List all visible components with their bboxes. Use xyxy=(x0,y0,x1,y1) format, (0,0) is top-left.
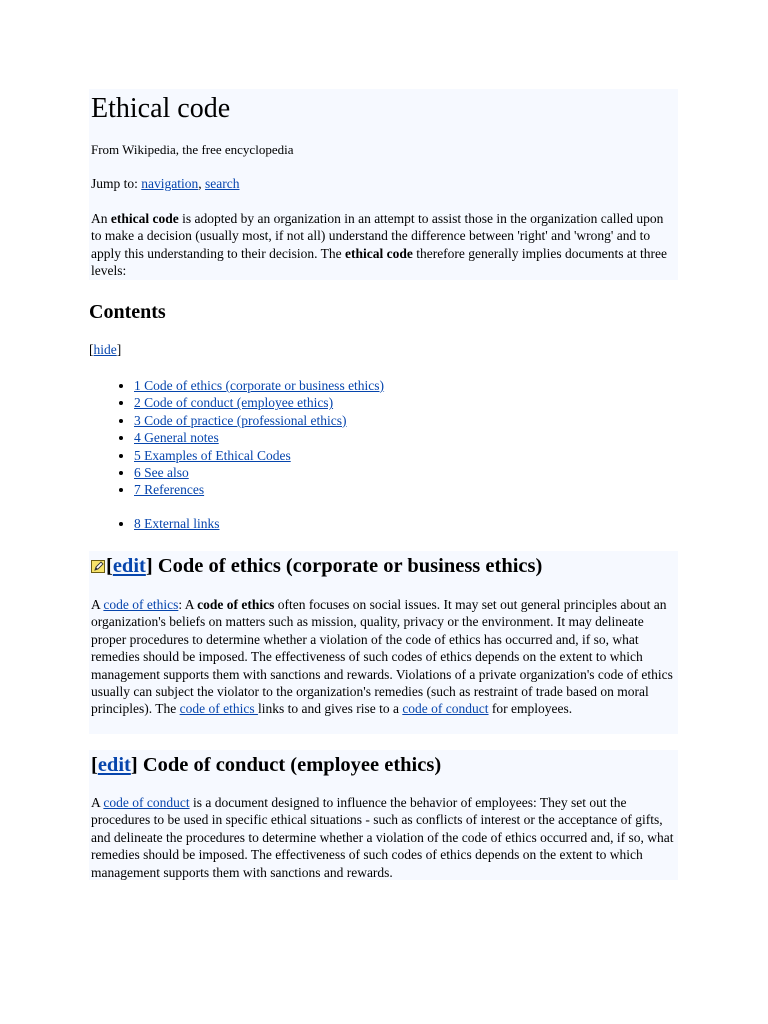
section-title: Code of ethics (corporate or business ethics) xyxy=(152,555,543,577)
code-of-ethics-link[interactable]: code of ethics xyxy=(179,701,258,717)
bracket: ] xyxy=(130,754,138,776)
paragraph-text: links to and gives rise to a xyxy=(257,701,403,717)
toc-link-external-links[interactable]: 8 External links xyxy=(134,515,220,531)
edit-section-link[interactable]: edit xyxy=(97,754,131,776)
hide-toc-link[interactable]: hide xyxy=(93,342,117,357)
toc-link-see-also[interactable]: 6 See also xyxy=(134,464,189,480)
section-paragraph xyxy=(91,596,677,718)
jump-to-line xyxy=(91,175,240,192)
paragraph-text: for employees. xyxy=(488,701,573,717)
paragraph-text: often focuses on social issues. It may set out general principles about an organization's beliefs on matters such as mission, quality, privacy or the environment. It may delineate proper procedures to determine whether a violation of the code of ethics has occurred and, if so, what remedies should be imposed. The effectiveness of such codes of ethics depends on the extent to which management supports them with sanctions and rewards. Violations of a private organization's code of ethics usually can subject the violator to the organization's remedies (such as restraint of trade based on moral principles). The xyxy=(91,597,673,717)
bracket: ] xyxy=(116,342,122,357)
intro-text: therefore generally implies documents at three levels: xyxy=(91,245,667,279)
bracket: ] xyxy=(145,555,153,577)
search-link[interactable]: search xyxy=(205,176,240,191)
section-paragraph xyxy=(91,794,677,881)
article-header xyxy=(89,89,678,280)
intro-text: An xyxy=(91,211,111,226)
toc-item xyxy=(97,394,384,411)
code-of-conduct-link[interactable]: code of conduct xyxy=(103,795,190,810)
toc-link-code-of-conduct[interactable]: 2 Code of conduct (employee ethics) xyxy=(134,395,334,411)
toc-link-references[interactable]: 7 References xyxy=(134,482,205,498)
bracket: [ xyxy=(106,555,113,577)
contents-heading: Contents xyxy=(89,301,166,323)
jump-to-label: Jump to: xyxy=(91,176,142,191)
toc-item xyxy=(97,464,384,481)
toc-item xyxy=(97,447,384,464)
toc-link-code-of-ethics[interactable]: 1 Code of ethics (corporate or business ethics) xyxy=(134,378,385,393)
toc-link-code-of-practice[interactable]: 3 Code of practice (professional ethics) xyxy=(134,412,347,428)
toc-link-general-notes[interactable]: 4 General notes xyxy=(134,430,219,446)
section-heading xyxy=(91,752,441,778)
intro-term: ethical code xyxy=(344,245,413,261)
paragraph-text: is a document designed to influence the behavior of employees: They set out the procedures to be used in specific ethical situations - such as conflicts of interest or the acceptance of gifts, and delineate the procedures to determine whether a violation of the code of ethics occurred and, if so, what remedies should be imposed. The effectiveness of such codes of ethics depends on the extent to which management supports them with sanctions and rewards. xyxy=(91,795,674,880)
intro-term: ethical code xyxy=(110,211,179,226)
bracket: [ xyxy=(89,342,94,357)
toc-item xyxy=(97,377,384,394)
section-code-of-ethics xyxy=(89,551,678,734)
paragraph-text: A xyxy=(91,597,104,612)
table-of-contents xyxy=(97,377,384,532)
toc-item xyxy=(97,481,384,498)
section-heading xyxy=(91,553,542,579)
site-subtitle: From Wikipedia, the free encyclopedia xyxy=(91,142,294,157)
toc-item xyxy=(97,412,384,429)
section-code-of-conduct xyxy=(89,750,678,880)
intro-paragraph xyxy=(91,210,676,280)
navigation-link[interactable]: navigation xyxy=(141,176,199,191)
jump-separator: , xyxy=(198,176,206,191)
toc-hide-toggle xyxy=(89,341,121,358)
edit-section-link[interactable]: edit xyxy=(112,555,146,577)
toc-link-examples[interactable]: 5 Examples of Ethical Codes xyxy=(134,447,291,463)
paragraph-text: : A xyxy=(178,597,198,612)
intro-text: is adopted by an organization in an attempt to assist those in the organization called upon to make a decision (usually most, if not all) understand the difference between 'right' and 'wrong' and to apply this understanding to their decision. The xyxy=(91,211,664,261)
toc-item xyxy=(97,515,384,532)
paragraph-text: A xyxy=(91,795,104,810)
section-title: Code of conduct (employee ethics) xyxy=(137,754,442,776)
code-of-conduct-link[interactable]: code of conduct xyxy=(402,701,489,717)
pencil-edit-icon[interactable] xyxy=(91,560,105,573)
paragraph-term: code of ethics xyxy=(197,597,275,612)
code-of-ethics-link[interactable]: code of ethics xyxy=(103,597,179,612)
page-title: Ethical code xyxy=(91,93,231,124)
bracket: [ xyxy=(91,754,98,776)
toc-item xyxy=(97,429,384,446)
